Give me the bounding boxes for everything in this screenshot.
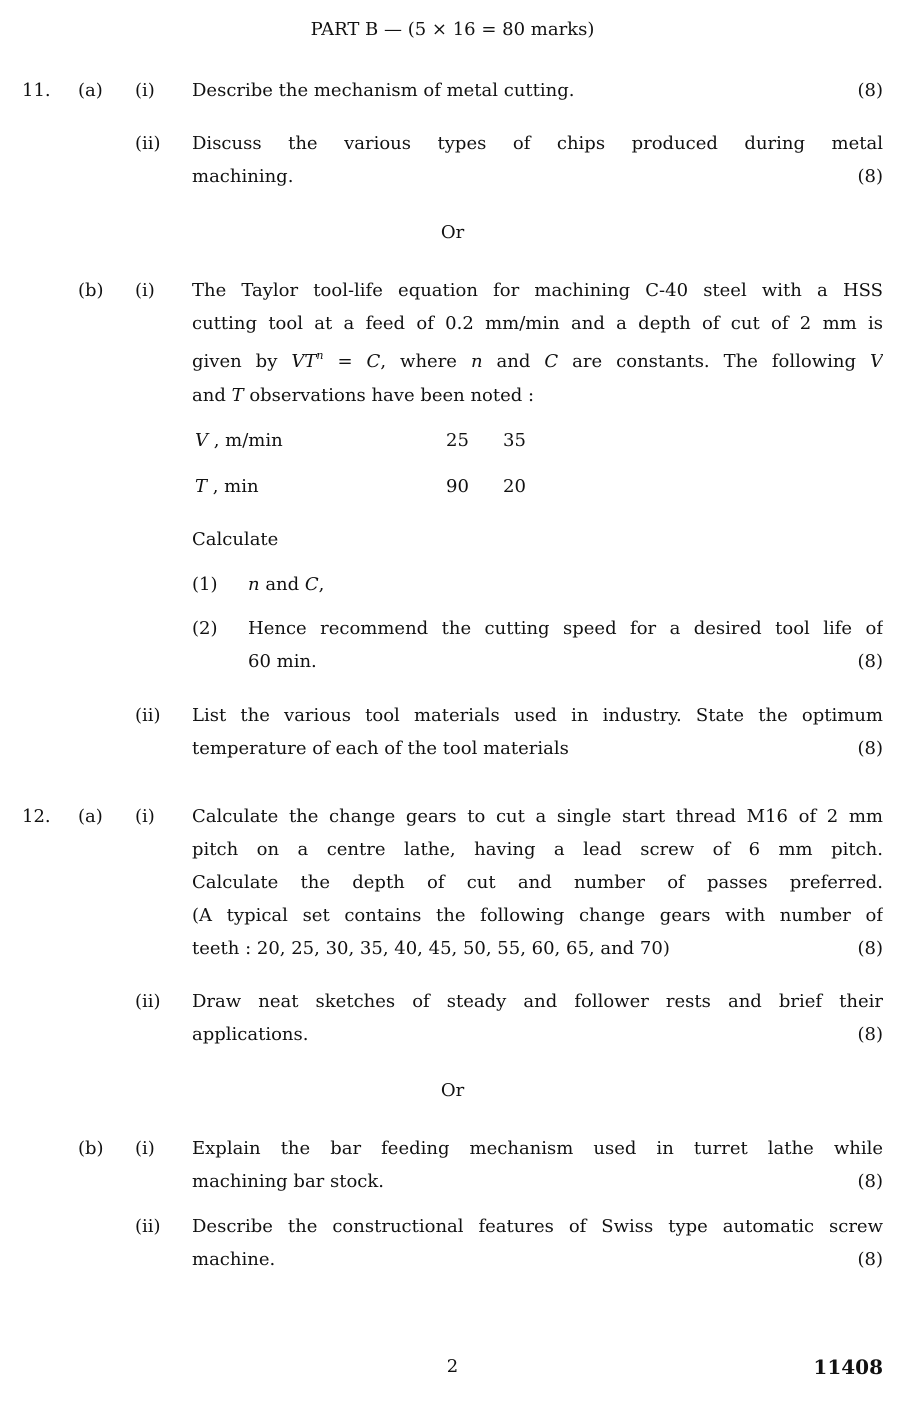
question-text: temperature of each of the tool materials <box>192 738 569 759</box>
roman-label: (i) <box>135 1138 155 1159</box>
question-text: machining bar stock. <box>192 1171 385 1192</box>
marks: (8) <box>857 738 883 759</box>
question-text <box>192 384 883 408</box>
roman-label: (i) <box>135 80 155 101</box>
roman-label: (i) <box>135 806 155 827</box>
text: = <box>323 351 367 372</box>
marks: (8) <box>857 1171 883 1192</box>
question-text: The Taylor tool-life equation for machining C-40 steel with a HSS <box>192 280 883 301</box>
math-c: C <box>366 351 381 372</box>
marks: (8) <box>857 651 883 672</box>
question-text: machining. <box>192 166 294 187</box>
page-number: 2 <box>446 1356 459 1377</box>
marks: (8) <box>857 80 883 101</box>
part-label: (2) <box>192 618 218 639</box>
question-number: 12. <box>22 806 51 827</box>
math-t: T <box>195 476 208 497</box>
part-text: 60 min. <box>248 651 317 672</box>
roman-label: (i) <box>135 280 155 301</box>
question-text: Calculate the depth of cut and number of passes preferred. <box>192 872 883 893</box>
math-v: V <box>870 351 883 372</box>
math-n: n <box>316 350 324 362</box>
part-text <box>248 573 883 597</box>
text: and <box>192 385 232 406</box>
question-text: Describe the mechanism of metal cutting. <box>192 80 575 101</box>
question-text: teeth : 20, 25, 30, 35, 40, 45, 50, 55, 60, 65, and 70) <box>192 938 670 959</box>
roman-label: (ii) <box>135 133 161 154</box>
subpart-label: (a) <box>78 80 103 101</box>
subpart-label: (b) <box>78 280 104 301</box>
question-number: 11. <box>22 80 51 101</box>
text: are constants. The following <box>572 351 870 372</box>
section-header: PART B — (5 × 16 = 80 marks) <box>310 19 595 40</box>
math-t: T <box>304 351 317 372</box>
text: , where <box>380 351 471 372</box>
question-text: pitch on a centre lathe, having a lead screw of 6 mm pitch. <box>192 839 883 860</box>
marks: (8) <box>857 938 883 959</box>
part-label: (1) <box>192 574 218 595</box>
math-c: C <box>544 351 559 372</box>
text: and <box>259 574 305 595</box>
table-cell: 20 <box>503 476 526 497</box>
unit: , m/min <box>208 430 283 451</box>
math-n: n <box>248 574 260 595</box>
unit: , min <box>207 476 259 497</box>
question-text: Describe the constructional features of Swiss type automatic screw <box>192 1216 883 1237</box>
table-row-label <box>195 429 283 453</box>
subpart-label: (a) <box>78 806 103 827</box>
question-text: Draw neat sketches of steady and follower rests and brief their <box>192 991 883 1012</box>
question-text: machine. <box>192 1249 276 1270</box>
calculate-label: Calculate <box>192 529 279 550</box>
math-t: T <box>231 385 244 406</box>
roman-label: (ii) <box>135 991 161 1012</box>
roman-label: (ii) <box>135 705 161 726</box>
marks: (8) <box>857 1024 883 1045</box>
marks: (8) <box>857 166 883 187</box>
paper-code: 11408 <box>813 1355 883 1379</box>
table-cell: 25 <box>446 430 469 451</box>
question-text: Calculate the change gears to cut a single start thread M16 of 2 mm <box>192 806 883 827</box>
text: , <box>318 574 325 595</box>
math-v: V <box>195 430 208 451</box>
question-text: Discuss the various types of chips produced during metal <box>192 133 883 154</box>
question-text: (A typical set contains the following change gears with number of <box>192 905 883 926</box>
or-separator: Or <box>440 1080 465 1101</box>
text: observations have been noted : <box>243 385 535 406</box>
question-text: applications. <box>192 1024 309 1045</box>
or-separator: Or <box>440 222 465 243</box>
text: and <box>496 351 545 372</box>
question-text: List the various tool materials used in industry. State the optimum <box>192 705 883 726</box>
math-v: V <box>291 351 305 372</box>
question-text-equation <box>192 350 883 374</box>
text: given by <box>192 351 292 372</box>
table-row-label <box>195 475 259 499</box>
subpart-label: (b) <box>78 1138 104 1159</box>
marks: (8) <box>857 1249 883 1270</box>
part-text: Hence recommend the cutting speed for a desired tool life of <box>248 618 883 639</box>
math-n: n <box>470 351 483 372</box>
table-cell: 90 <box>446 476 469 497</box>
table-cell: 35 <box>503 430 526 451</box>
question-text: Explain the bar feeding mechanism used in turret lathe while <box>192 1138 883 1159</box>
math-c: C <box>304 574 319 595</box>
roman-label: (ii) <box>135 1216 161 1237</box>
question-text: cutting tool at a feed of 0.2 mm/min and a depth of cut of 2 mm is <box>192 313 883 334</box>
